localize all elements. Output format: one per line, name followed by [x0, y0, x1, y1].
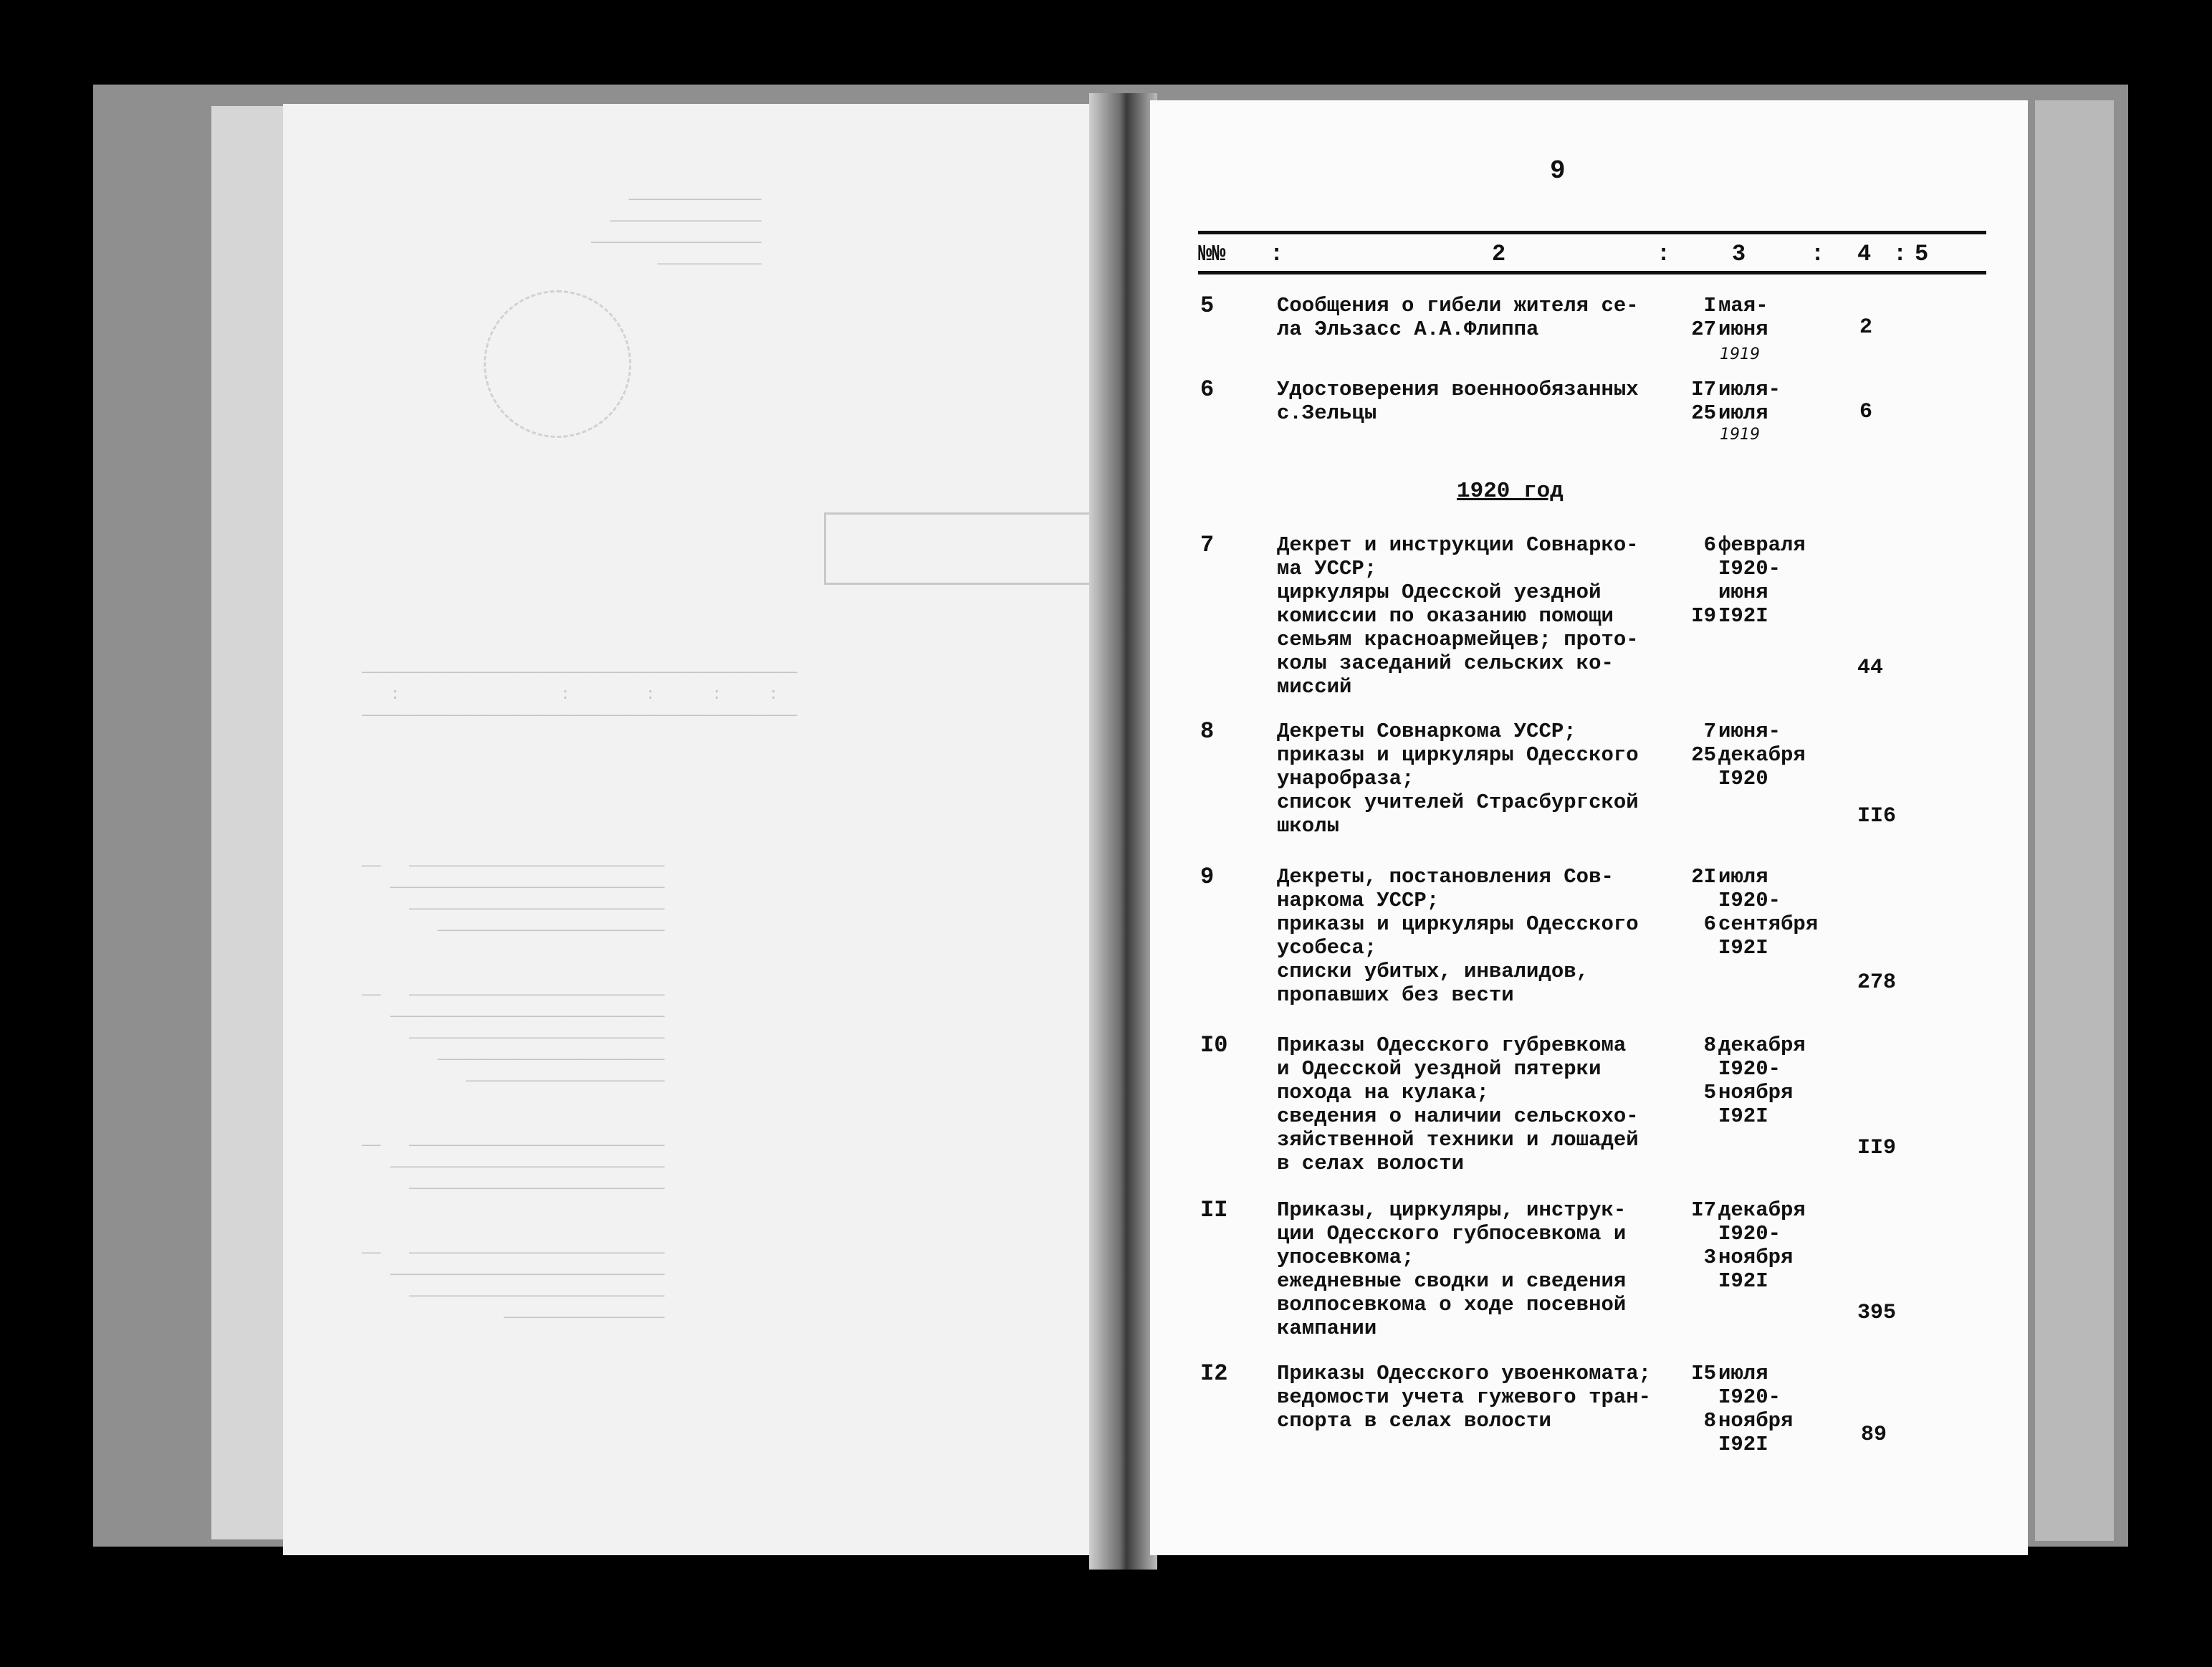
- table-header: №№ : 2 : 3 : 4 : 5: [1198, 241, 1929, 267]
- entry-days: I5 8: [1691, 1362, 1716, 1433]
- year-heading: 1920 год: [1457, 479, 1564, 504]
- entry-days: 7 25: [1691, 720, 1716, 767]
- entry-sheets: 6: [1859, 400, 1873, 424]
- entry-days: I 27: [1691, 294, 1716, 341]
- entry-months: декабря I920- ноября I92I: [1718, 1198, 1806, 1293]
- entry-days: I7 3: [1691, 1198, 1716, 1269]
- entry-title: Сообщения о гибели жителя се- ла Эльзасс А.А.Флиппа: [1277, 294, 1639, 341]
- entry-title: Декреты, постановления Сов- наркома УССР; приказы и циркуляры Одесского усобеса; списки убитых, инвалидов, пропавших без вести: [1277, 865, 1639, 1007]
- entry-sheets: 395: [1857, 1301, 1897, 1325]
- entry-sheets: II9: [1857, 1136, 1897, 1160]
- entry-months: июля- июля: [1718, 378, 1781, 425]
- bleed-through-text: ────────────── ──────────────── ────────────────── ───────────: [591, 191, 762, 274]
- entry-number: 9: [1200, 864, 1215, 890]
- entry-number: 5: [1200, 292, 1215, 319]
- entry-title: Декрет и инструкции Совнарко- ма УССР; циркуляры Одесской уездной комиссии по оказанию помощи семьям красноармейцев; прото- колы заседаний сельских ко- миссий: [1277, 533, 1639, 699]
- entry-title: Приказы Одесского увоенкомата; ведомости учета гужевого тран- спорта в селах волости: [1277, 1362, 1652, 1433]
- column-header-2: 2: [1492, 241, 1506, 267]
- entry-months: июля I920- сентября I92I: [1718, 865, 1819, 960]
- entry-title: Приказы, циркуляры, инструк- ции Одесского губпосевкома и упосевкома; ежедневные сводки и сведения волпосевкома о ходе посевной кампании: [1277, 1198, 1627, 1340]
- entry-sheets: 44: [1857, 656, 1884, 680]
- column-header-4: 4: [1857, 241, 1872, 267]
- table-top-rule: [1198, 231, 1986, 234]
- entry-months: декабря I920- ноября I92I: [1718, 1033, 1806, 1128]
- bleed-through-stamp-box: [824, 512, 1093, 585]
- entry-title: Декреты Совнаркома УССР; приказы и циркуляры Одесского унаробраза; список учителей Страсбургской школы: [1277, 720, 1639, 838]
- page-number: 9: [1550, 156, 1566, 186]
- bleed-through-table: ────────────────────────────────────────────── : : : : : ──────────────────────────────────────────────: [362, 664, 798, 725]
- table-header-rule: [1198, 271, 1986, 274]
- entry-sheets: II6: [1857, 804, 1897, 828]
- entry-sheets: 2: [1859, 315, 1873, 340]
- entry-months: февраля I920- июня I92I: [1718, 533, 1806, 628]
- entry-days: 6 I9: [1691, 533, 1716, 628]
- cover-edge-left: [211, 106, 294, 1539]
- entry-number: 6: [1200, 376, 1215, 403]
- entry-sheets: 89: [1861, 1423, 1887, 1447]
- entry-number: I0: [1200, 1032, 1228, 1059]
- entry-number: 8: [1200, 718, 1215, 745]
- column-header-5: 5: [1915, 241, 1929, 267]
- entry-months: июня- декабря I920: [1718, 720, 1806, 790]
- entry-days: 2I 6: [1691, 865, 1716, 936]
- column-header-1: №№: [1198, 241, 1226, 267]
- cover-edge-right: [2035, 100, 2114, 1541]
- book-spine: [1089, 93, 1157, 1570]
- entry-number: II: [1200, 1197, 1228, 1223]
- faded-seal: [484, 290, 631, 438]
- handwritten-year-note: 1919: [1720, 426, 1760, 444]
- entry-months: июля I920- ноября I92I: [1718, 1362, 1794, 1456]
- handwritten-year-note: 1919: [1720, 345, 1760, 363]
- entry-days: I7 25: [1691, 378, 1716, 425]
- entry-sheets: 278: [1857, 970, 1897, 995]
- left-page: [283, 104, 1093, 1555]
- entry-number: 7: [1200, 532, 1215, 558]
- entry-months: мая- июня: [1718, 294, 1768, 341]
- column-header-3: 3: [1732, 241, 1746, 267]
- bleed-through-list: ─────────────────────────── ── ───────────────────────────── ─────────────────────────── ──────────────────────── ─────────────────────────── ── ───────────────────────────── ─────────────────────────── ──────────────────────── ───────────────────── ─────────────────────────── ── ───────────────────────────── ─────────────────────────── ─────────────────────────── ── ───────────────────────────── ─────────────────────────── ─────────────────: [362, 858, 665, 1327]
- entry-title: Приказы Одесского губревкома и Одесской уездной пятерки похода на кулака; сведения о наличии сельскохо- зяйственной техники и лошадей в селах волости: [1277, 1033, 1639, 1175]
- entry-number: I2: [1200, 1360, 1228, 1387]
- entry-title: Удостоверения военнообязанных с.Зельцы: [1277, 378, 1639, 425]
- entry-days: 8 5: [1703, 1033, 1716, 1104]
